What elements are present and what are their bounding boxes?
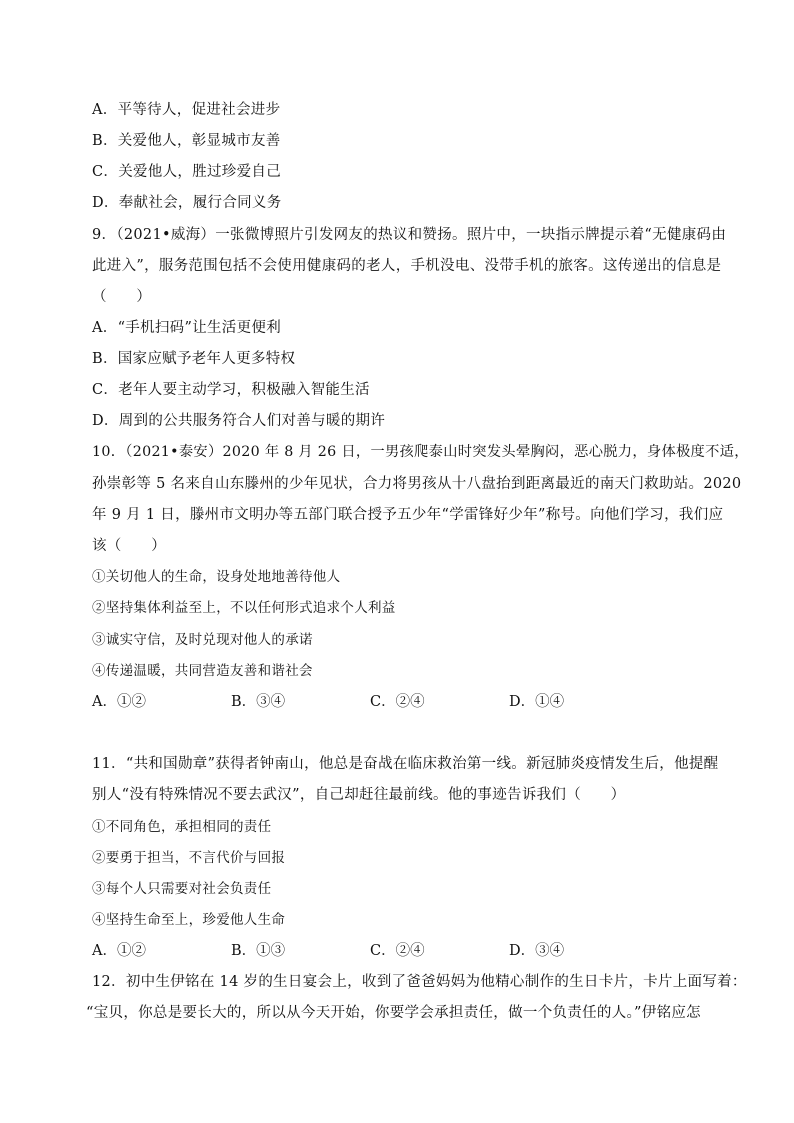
q10-choice-d: D．①④ [509,694,565,710]
q12-stem-line-1: 12．初中生伊铭在 14 岁的生日宴会上，收到了爸爸妈妈为他精心制作的生日卡片，卡片上面写着： [92,974,747,990]
q9-option-c: C．老年人要主动学习，积极融入智能生活 [92,382,370,398]
q11-choice-b: B．①③ [231,943,286,959]
q9-option-a: A．“手机扫码”让生活更便利 [92,320,281,336]
q9-option-b: B．国家应赋予老年人更多特权 [92,351,296,367]
q9-stem-line-2: 此进入”，服务范围包括不会使用健康码的老人，手机没电、没带手机的旅客。这传递出的信息是 [92,258,722,274]
q11-statement-2: ②要勇于担当，不言代价与回报 [92,850,286,866]
q8-option-b: B．关爱他人，彰显城市友善 [92,133,281,149]
q9-stem-line-1: 9．（2021•威海）一张微博照片引发网友的热议和赞扬。照片中，一块指示牌提示着“无健康码由 [92,227,727,243]
q10-statement-2: ②坚持集体利益至上，不以任何形式追求个人利益 [92,600,396,616]
q10-choice-a: A．①② [92,694,146,710]
q10-stem-line-4: 该（ ） [92,538,166,554]
q10-stem-line-3: 年 9 月 1 日，滕州市文明办等五部门联合授予五少年“学雷锋好少年”称号。向他们学习，我们应 [92,507,724,523]
q10-statement-4: ④传递温暖，共同营造友善和谐社会 [92,663,313,679]
q8-option-c: C．关爱他人，胜过珍爱自己 [92,164,281,180]
q10-statement-1: ①关切他人的生命，设身处地地善待他人 [92,569,341,585]
q10-statement-3: ③诚实守信，及时兑现对他人的承诺 [92,632,313,648]
q9-option-d: D．周到的公共服务符合人们对善与暖的期许 [92,413,386,429]
q11-stem-line-1: 11．“共和国勋章”获得者钟南山，他总是奋战在临床救治第一线。新冠肺炎疫情发生后，他提醒 [92,756,719,772]
q12-stem-line-2: “宝贝，你总是要长大的，所以从今天开始，你要学会承担责任，做一个负责任的人。”伊铭应怎 [86,1005,701,1021]
q10-stem-line-1: 10．（2021•泰安）2020 年 8 月 26 日，一男孩爬泰山时突发头晕胸闷，恶心脱力，身体极度不适， [92,444,749,460]
q9-stem-line-3: （ ） [92,289,152,305]
q11-choice-c: C．②④ [370,943,425,959]
q8-option-d: D．奉献社会，履行合同义务 [92,195,282,211]
q8-option-a: A．平等待人，促进社会进步 [92,102,281,118]
q11-choice-a: A．①② [92,943,146,959]
q11-choice-d: D．③④ [509,943,565,959]
q10-choice-b: B．③④ [231,694,286,710]
q10-stem-line-2: 孙崇彰等 5 名来自山东滕州的少年见状，合力将男孩从十八盘抬到距离最近的南天门救助站。2020 [92,476,742,492]
q11-statement-3: ③每个人只需要对社会负责任 [92,881,272,897]
q11-stem-line-2: 别人“没有特殊情况不要去武汉”，自己却赶往最前线。他的事迹告诉我们（ ） [92,787,626,803]
q11-statement-4: ④坚持生命至上，珍爱他人生命 [92,912,286,928]
q11-statement-1: ①不同角色，承担相同的责任 [92,819,272,835]
q10-choice-c: C．②④ [370,694,425,710]
